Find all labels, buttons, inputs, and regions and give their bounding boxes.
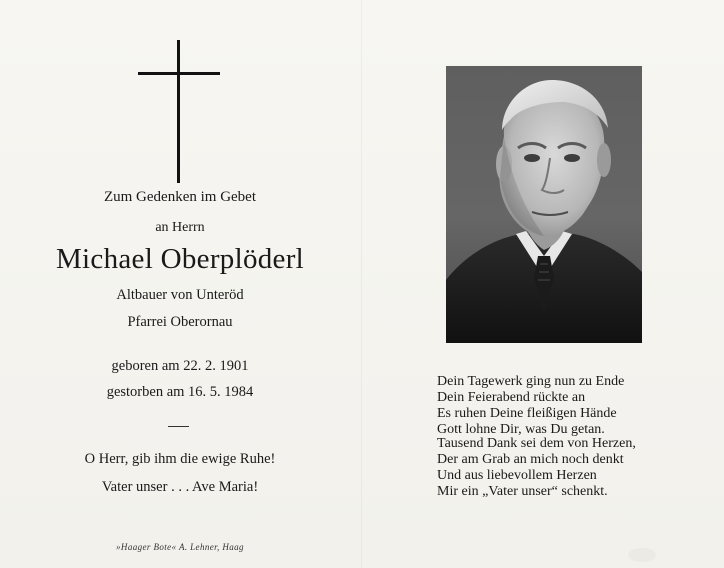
cross-icon <box>138 40 220 183</box>
paper-stain <box>628 548 656 562</box>
separator-dash <box>168 426 189 427</box>
occupation-line: Altbauer von Unteröd <box>116 287 244 303</box>
cross-vertical-bar <box>177 40 180 183</box>
poem-line: Mir ein „Vater unser“ schenkt. <box>437 484 608 499</box>
portrait-photo <box>446 66 642 343</box>
parish-line: Pfarrei Oberornau <box>127 314 233 330</box>
cross-horizontal-bar <box>138 72 220 75</box>
left-panel <box>0 0 360 568</box>
death-date-line: gestorben am 16. 5. 1984 <box>106 384 254 400</box>
poem-stanza-2 <box>437 436 707 500</box>
birth-date-line: geboren am 22. 2. 1901 <box>111 358 249 374</box>
memorial-intro: Zum Gedenken im Gebet <box>103 189 257 205</box>
memorial-salutation: an Herrn <box>155 220 205 235</box>
poem-line: Und aus liebevollem Herzen <box>437 468 597 483</box>
poem-stanza-1 <box>437 374 707 438</box>
printer-imprint: »Haager Bote« A. Lehner, Haag <box>116 542 244 552</box>
poem-line: Der am Grab an mich noch denkt <box>437 452 624 467</box>
poem-line: Gott lohne Dir, was Du getan. <box>437 422 605 437</box>
poem-line: Tausend Dank sei dem von Herzen, <box>437 436 636 451</box>
poem-line: Es ruhen Deine fleißigen Hände <box>437 406 617 421</box>
prayer-line-1: O Herr, gib ihm die ewige Ruhe! <box>84 451 276 467</box>
portrait-image <box>446 66 642 343</box>
poem-line: Dein Feierabend rückte an <box>437 390 586 405</box>
prayer-line-2: Vater unser . . . Ave Maria! <box>101 479 259 495</box>
poem-line: Dein Tagewerk ging nun zu Ende <box>437 374 625 389</box>
deceased-name: Michael Oberplöderl <box>55 243 305 275</box>
